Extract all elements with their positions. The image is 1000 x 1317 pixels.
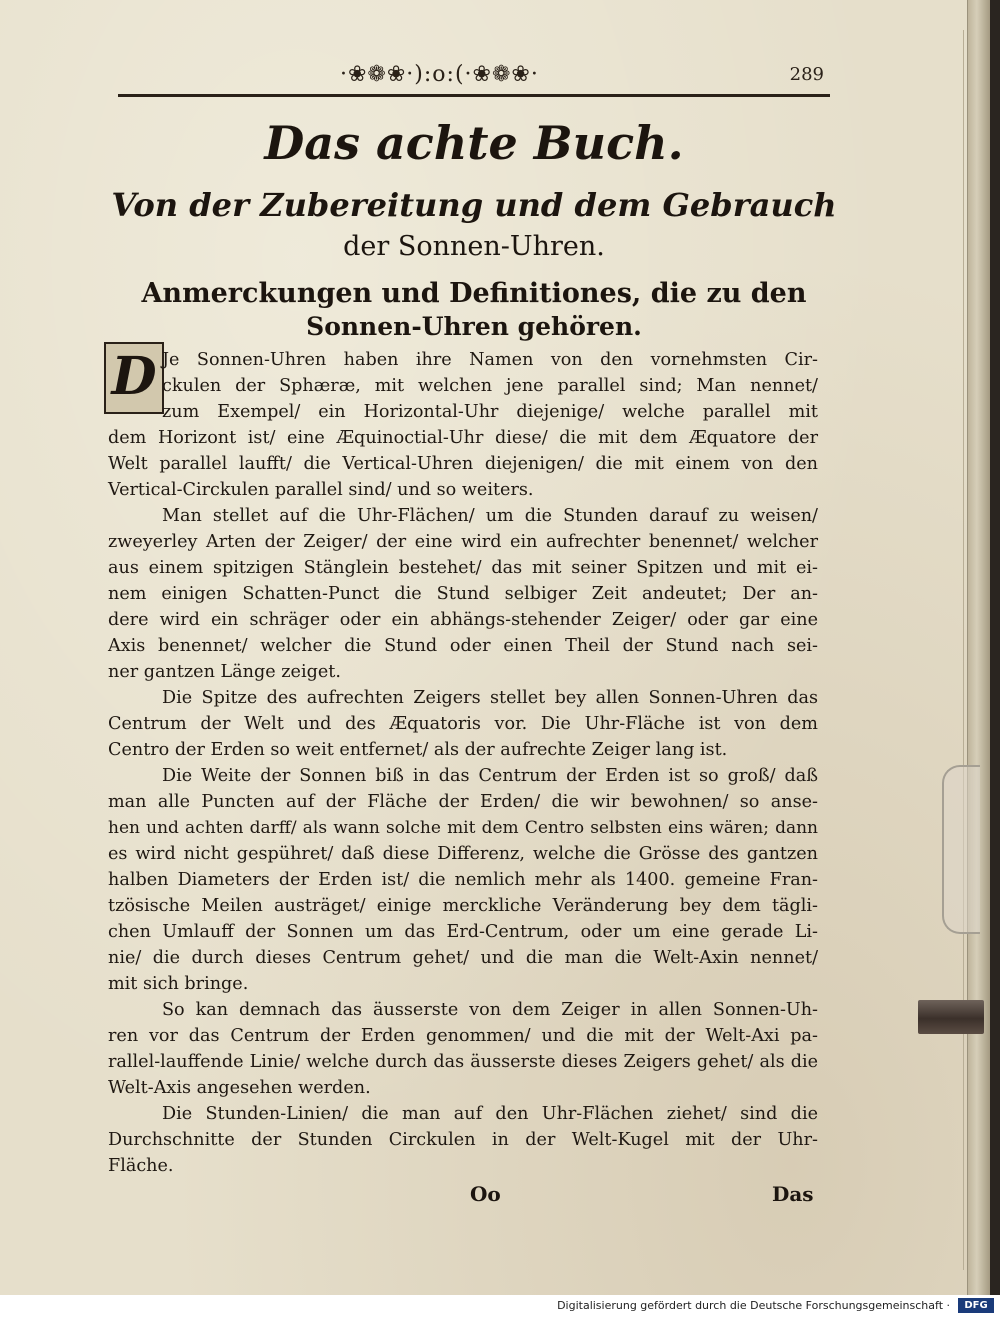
drop-cap-letter: D bbox=[111, 346, 157, 407]
text-line: nem einigen Schatten-Punct die Stund selbiger Zeit andeutet; Der an- bbox=[108, 584, 818, 604]
text-line: Die Stunden-Linien/ die man auf den Uhr-Flächen ziehet/ sind die bbox=[162, 1104, 818, 1124]
text-line: ren vor das Centrum der Erden genommen/ und die mit der Welt-Axi pa- bbox=[108, 1026, 818, 1046]
text-line: Axis benennet/ welcher die Stund oder einen Theil der Stund nach sei- bbox=[108, 636, 818, 656]
text-line: Vertical-Circkulen parallel sind/ und so weiters. bbox=[108, 480, 534, 500]
text-line: Centrum der Welt und des Æquatoris vor. Die Uhr-Fläche ist von dem bbox=[108, 714, 818, 734]
text-line: rallel-lauffende Linie/ welche durch das äusserste dieses Zeigers gehet/ als die bbox=[108, 1052, 818, 1072]
text-line: zweyerley Arten der Zeiger/ der eine wird ein aufrechter benennet/ welcher bbox=[108, 532, 818, 552]
text-line: Fläche. bbox=[108, 1156, 174, 1176]
section-heading-line-2: Sonnen-Uhren gehören. bbox=[306, 312, 642, 341]
page-number: 289 bbox=[789, 64, 824, 85]
text-line: man alle Puncten auf der Fläche der Erden/ die wir bewohnen/ so anse- bbox=[108, 792, 818, 812]
book-title: Das achte Buch. bbox=[264, 116, 684, 170]
digitization-footer bbox=[0, 1295, 1000, 1317]
text-line: Man stellet auf die Uhr-Flächen/ um die Stunden darauf zu weisen/ bbox=[162, 506, 818, 526]
text-line: tzösische Meilen austräget/ einige merckliche Veränderung bey dem tägli- bbox=[108, 896, 818, 916]
text-line: Centro der Erden so weit entfernet/ als der aufrechte Zeiger lang ist. bbox=[108, 740, 728, 760]
text-line: Die Weite der Sonnen biß in das Centrum der Erden ist so groß/ daß bbox=[162, 766, 818, 786]
text-line: So kan demnach das äusserste von dem Zeiger in allen Sonnen-Uh- bbox=[162, 1000, 818, 1020]
text-line: nie/ die durch dieses Centrum gehet/ und die man die Welt-Axin nennet/ bbox=[108, 948, 818, 968]
text-line: hen und achten darff/ als wann solche mit dem Centro selbsten eins wären; dann bbox=[108, 818, 818, 838]
text-line: ckulen der Sphæræ, mit welchen jene parallel sind; Man nennet/ bbox=[162, 376, 818, 396]
text-line: Welt parallel laufft/ die Vertical-Uhren diejenigen/ die mit einem von den bbox=[108, 454, 818, 474]
metal-clip bbox=[918, 1000, 984, 1034]
text-line: aus einem spitzigen Stänglein bestehet/ das mit seiner Spitzen und mit ei- bbox=[108, 558, 818, 578]
text-line: halben Diameters der Erden ist/ die nemlich mehr als 1400. gemeine Fran- bbox=[108, 870, 818, 890]
subtitle-line-1: Von der Zubereitung und dem Gebrauch bbox=[111, 186, 837, 224]
text-line: mit sich bringe. bbox=[108, 974, 249, 994]
text-line: Welt-Axis angesehen werden. bbox=[108, 1078, 371, 1098]
page-tab-marker bbox=[942, 765, 980, 934]
text-line: chen Umlauff der Sonnen um das Erd-Centrum, oder um eine gerade Li- bbox=[108, 922, 818, 942]
text-line: ner gantzen Länge zeiget. bbox=[108, 662, 341, 682]
subtitle-line-2: der Sonnen-Uhren. bbox=[343, 231, 605, 262]
text-line: zum Exempel/ ein Horizontal-Uhr diejenige/ welche parallel mit bbox=[162, 402, 818, 422]
text-line: es wird nicht gespühret/ daß diese Differenz, welche die Grösse des gantzen bbox=[108, 844, 818, 864]
header-ornament: ·❀❁❀·):o:(·❀❁❀· bbox=[340, 62, 539, 87]
text-line: Durchschnitte der Stunden Circkulen in der Welt-Kugel mit der Uhr- bbox=[108, 1130, 818, 1150]
catchword: Das bbox=[772, 1182, 814, 1206]
page-edge-line bbox=[963, 30, 964, 1270]
text-line: dem Horizont ist/ eine Æquinoctial-Uhr diese/ die mit dem Æquatore der bbox=[108, 428, 818, 448]
fore-edge bbox=[967, 0, 990, 1295]
footer-credit: Digitalisierung gefördert durch die Deutsche Forschungsgemeinschaft · bbox=[557, 1299, 950, 1312]
text-line: Die Spitze des aufrechten Zeigers stellet bey allen Sonnen-Uhren das bbox=[162, 688, 818, 708]
text-line: Je Sonnen-Uhren haben ihre Namen von den vornehmsten Cir- bbox=[162, 350, 818, 370]
header-rule bbox=[118, 94, 830, 97]
dfg-logo: DFG bbox=[958, 1298, 994, 1313]
section-heading-line-1: Anmerckungen und Definitiones, die zu den bbox=[141, 278, 807, 309]
text-line: dere wird ein schräger oder ein abhängs-stehender Zeiger/ oder gar eine bbox=[108, 610, 818, 630]
signature-mark: Oo bbox=[470, 1182, 501, 1206]
drop-cap bbox=[104, 342, 164, 414]
